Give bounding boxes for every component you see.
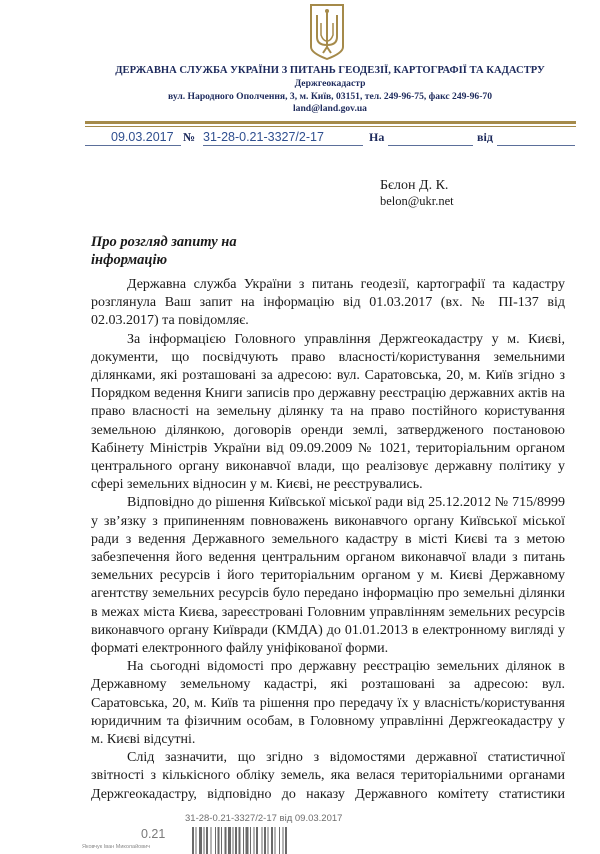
na-label: На [369,130,385,144]
body-paragraph: Слід зазначити, що згідно з відомостями державної статистичної звітності з кількісного обліку земель, яка велася територіальними органами Держгеокадастру, відповідно до наказу Державного комітету статистики [91,750,565,802]
body-paragraph: На сьогодні відомості про державну реєстрацію земельних ділянок в Державному земельному кадастрі, які розташовані за адресою: вул. Саратовська, 20, м. Київ та рішення про передачу їх у власність/користування юридичним та фізичним особам, в Головному управлінні Держгеокадастру у м. Києві відсутні. [91,659,565,748]
barcode-bar [283,827,284,854]
barcode-bar [279,827,280,854]
header-rule-thin [85,126,576,127]
barcode-bar [250,827,251,854]
header-rule-thick [85,121,576,124]
recipient-name: Бєлон Д. К. [380,178,449,193]
org-email: land@land.gov.ua [293,103,367,114]
barcode-bar [192,827,194,854]
barcode-bar [268,827,269,854]
number-underline [203,145,363,146]
stamp-small-number: 0.21 [141,827,166,841]
org-name: ДЕРЖАВНА СЛУЖБА УКРАЇНИ З ПИТАНЬ ГЕОДЕЗІЇ, КАРТОГРАФІЇ ТА КАДАСТРУ [115,65,545,76]
recipient-block [380,177,454,209]
barcode-bar [262,827,263,854]
barcode-bar [256,827,258,854]
reference-number: 31-28-0.21-3327/2-17 [203,130,324,144]
barcode-bar [196,827,197,854]
org-address: вул. Народного Ополчення, 3, м. Київ, 03151, тел. 249-96-75, факс 249-96-70 [167,90,493,102]
barcode-bar [206,827,208,854]
barcode-bar [285,827,287,854]
reference-line [85,128,576,148]
barcode-bar [264,827,266,854]
vid-underline [497,145,575,146]
subject [91,233,237,269]
body-paragraph: За інформацією Головного управління Держгеокадастру у м. Києві, документи, що посвідчують право власності/користування земельними ділянками, які розташовані за адресою: вул. Саратовська, 20, м. Київ згідно з Порядком ведення Книги записів про державну реєстрацію державних актів на право власності на земельну ділянку та на право постійного користування земельною ділянкою, договорів оренди землі, затвердженого постановою Кабінету Міністрів України від 09.09.2009 № 1021, територіальним органом центрального органу виконавчої влади, що реалізовує державну політику у сфері земельних відносин у м. Києві, не реєструвались. [91,331,565,493]
body-paragraph: Відповідно до рішення Київської міської ради від 25.12.2012 № 715/8999 у зв’язку з припиненням повноважень виконавчого органу Київської міської ради з ведення Державного земельного кадастру в місті Києві та з метою забезпечення його ведення центральним органом виконавчої влади з питань земельних ресурсів і його територіальним органом у м. Києві Державному агентству земельних ресурсів було передано інформацію про земельні ділянки в межах міста Києва, зареєстровані Головним управлінням земельних ресурсів виконавчого органу Київради (КМДА) до 01.01.2013 в електронному вигляді у форматі електронного файлу уніфікованої форми. [91,495,565,657]
barcode-bar [204,827,205,854]
stamp-person: Яковчук Іван Миколайович [82,844,151,850]
barcode-bar [246,827,249,854]
barcode-bar [218,827,220,854]
barcode-bar [211,827,212,854]
vid-label: від [477,130,493,144]
barcode-bar [235,827,237,854]
barcode-bar [243,827,244,854]
stamp-code: 31-28-0.21-3327/2-17 від 09.03.2017 [185,813,343,824]
barcode-bar [199,827,202,854]
subject-line-1: Про розгляд запиту на [91,234,237,250]
number-sign: № [183,130,196,144]
subject-line-2: інформацію [91,252,168,268]
barcode-bar [221,827,222,854]
registration-stamp [0,812,600,854]
barcode-bar [215,827,216,854]
na-underline [388,145,473,146]
letterhead [60,64,600,116]
barcode-bar [228,827,231,854]
barcode-bar [225,827,227,854]
body-paragraph: Державна служба України з питань геодезії, картографії та кадастру розглянула Ваш запит на інформацію від 01.03.2017 (вх. № ПІ-137 від 02.03.2017) та повідомляє. [91,277,565,329]
barcode-bar [254,827,255,854]
org-short-name: Держгеокадастр [294,78,366,89]
recipient-email: belon@ukr.net [380,194,454,208]
date-underline [85,145,181,146]
barcode-bar [239,827,241,854]
barcode-bar [275,827,276,854]
barcode-icon [190,827,350,854]
barcode-bar [271,827,273,854]
letter-body [91,276,565,806]
ukraine-trident-emblem-icon [309,3,345,61]
reference-date: 09.03.2017 [111,130,174,144]
barcode-bar [233,827,234,854]
